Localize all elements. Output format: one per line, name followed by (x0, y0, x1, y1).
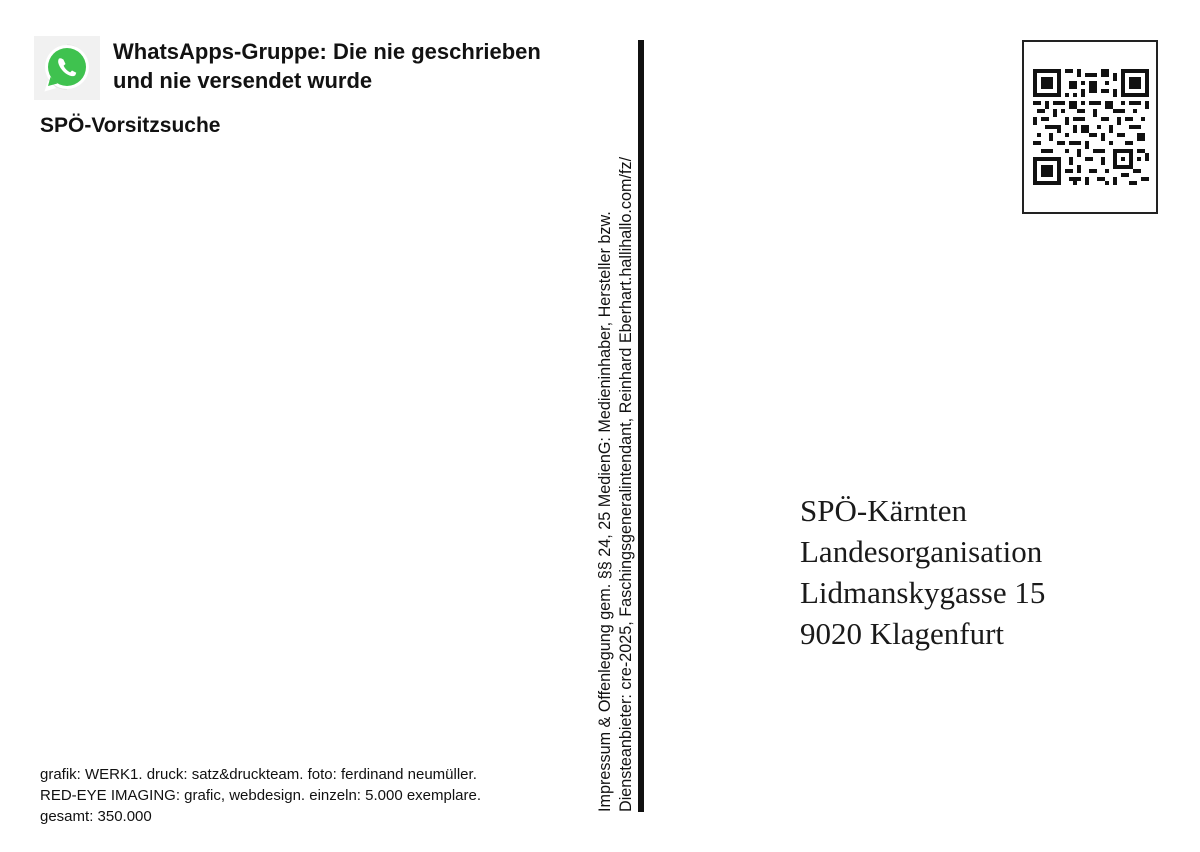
whatsapp-logo (34, 36, 100, 100)
qr-code-box (1022, 40, 1158, 214)
address-line-2: Landesorganisation (800, 534, 1043, 569)
headline-line-2: und nie versendet wurde (113, 68, 373, 93)
imprint-line-1: Impressum & Offenlegung gem. §§ 24, 25 MedienG: Medieninhaber, Hersteller bzw. (596, 211, 614, 812)
credits-line-3: gesamt: 350.000 (40, 808, 152, 825)
imprint-line-2: Diensteanbieter: cre-2025, Faschingsgeneralintendant, Reinhard Eberhart.hallihallo.com/fz/ (617, 156, 635, 812)
credits-line-1: grafik: WERK1. druck: satz&druckteam. foto: ferdinand neumüller. (40, 766, 477, 783)
imprint (595, 40, 637, 812)
subline: SPÖ-Vorsitzsuche (40, 114, 221, 137)
credits (40, 764, 560, 827)
address-line-1: SPÖ-Kärnten (800, 493, 968, 528)
address-line-3: Lidmanskygasse 15 (800, 575, 1046, 610)
credits-line-2: RED-EYE IMAGING: grafic, webdesign. einzeln: 5.000 exemplare. (40, 787, 482, 804)
headline (113, 37, 593, 95)
divider (638, 40, 644, 812)
whatsapp-icon (34, 36, 100, 100)
qr-code-icon (1033, 69, 1149, 185)
headline-line-1: WhatsApps-Gruppe: Die nie geschrieben (113, 39, 541, 64)
recipient-address (800, 490, 1045, 654)
address-line-4: 9020 Klagenfurt (800, 616, 1005, 651)
